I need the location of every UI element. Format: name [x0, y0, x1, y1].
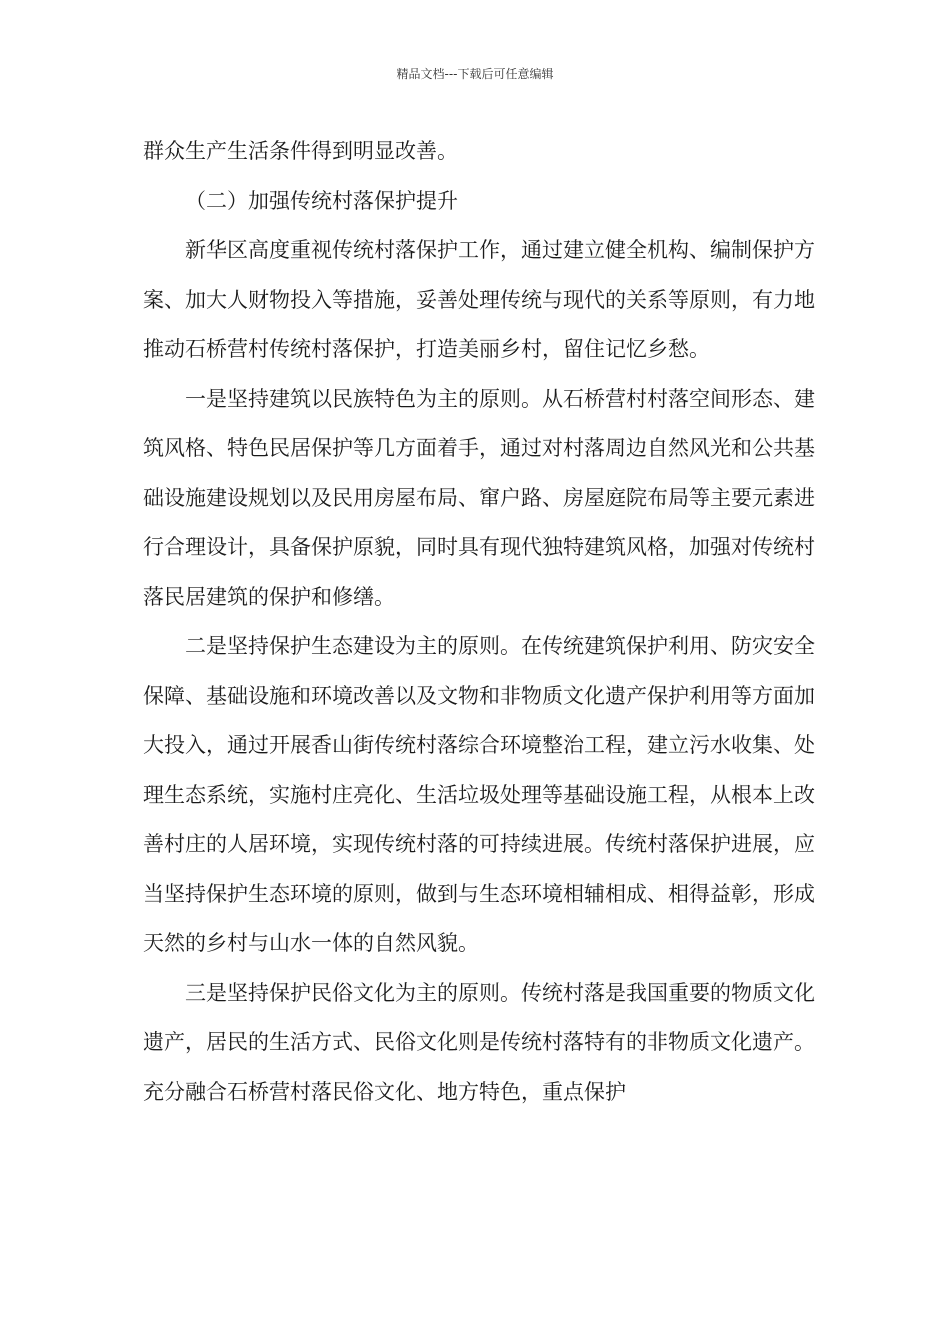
paragraph-principle-1: 一是坚持建筑以民族特色为主的原则。从石桥营村村落空间形态、建筑风格、特色民居保护等几方面着手，通过对村落周边自然风光和公共基础设施建设规划以及民用房屋布局、窜户路、房屋庭院布局等主要元素进行合理设计，具备保护原貌，同时具有现代独特建筑风格，加强对传统村落民居建筑的保护和修缮。: [143, 386, 815, 609]
paragraph-continuation: 群众生产生活条件得到明显改善。: [143, 139, 458, 163]
section-heading: （二）加强传统村落保护提升: [185, 188, 458, 213]
paragraph-principle-3: 三是坚持保护民俗文化为主的原则。传统村落是我国重要的物质文化遗产，居民的生活方式、民俗文化则是传统村落特有的非物质文化遗产。充分融合石桥营村落民俗文化、地方特色，重点保护: [143, 980, 815, 1104]
page-header: 精品文档---下载后可任意编辑: [396, 67, 554, 81]
paragraph-principle-2: 二是坚持保护生态建设为主的原则。在传统建筑保护利用、防灾安全保障、基础设施和环境改善以及文物和非物质文化遗产保护利用等方面加大投入，通过开展香山街传统村落综合环境整治工程，建立污水收集、处理生态系统，实施村庄亮化、生活垃圾处理等基础设施工程，从根本上改善村庄的人居环境，实现传统村落的可持续进展。传统村落保护进展，应当坚持保护生态环境的原则，做到与生态环境相辅相成、相得益彰，形成天然的乡村与山水一体的自然风貌。: [143, 634, 815, 955]
document-body: [143, 127, 815, 1117]
paragraph-intro: 新华区高度重视传统村落保护工作，通过建立健全机构、编制保护方案、加大人财物投入等措施，妥善处理传统与现代的关系等原则，有力地推动石桥营村传统村落保护，打造美丽乡村，留住记忆乡愁。: [143, 238, 815, 361]
